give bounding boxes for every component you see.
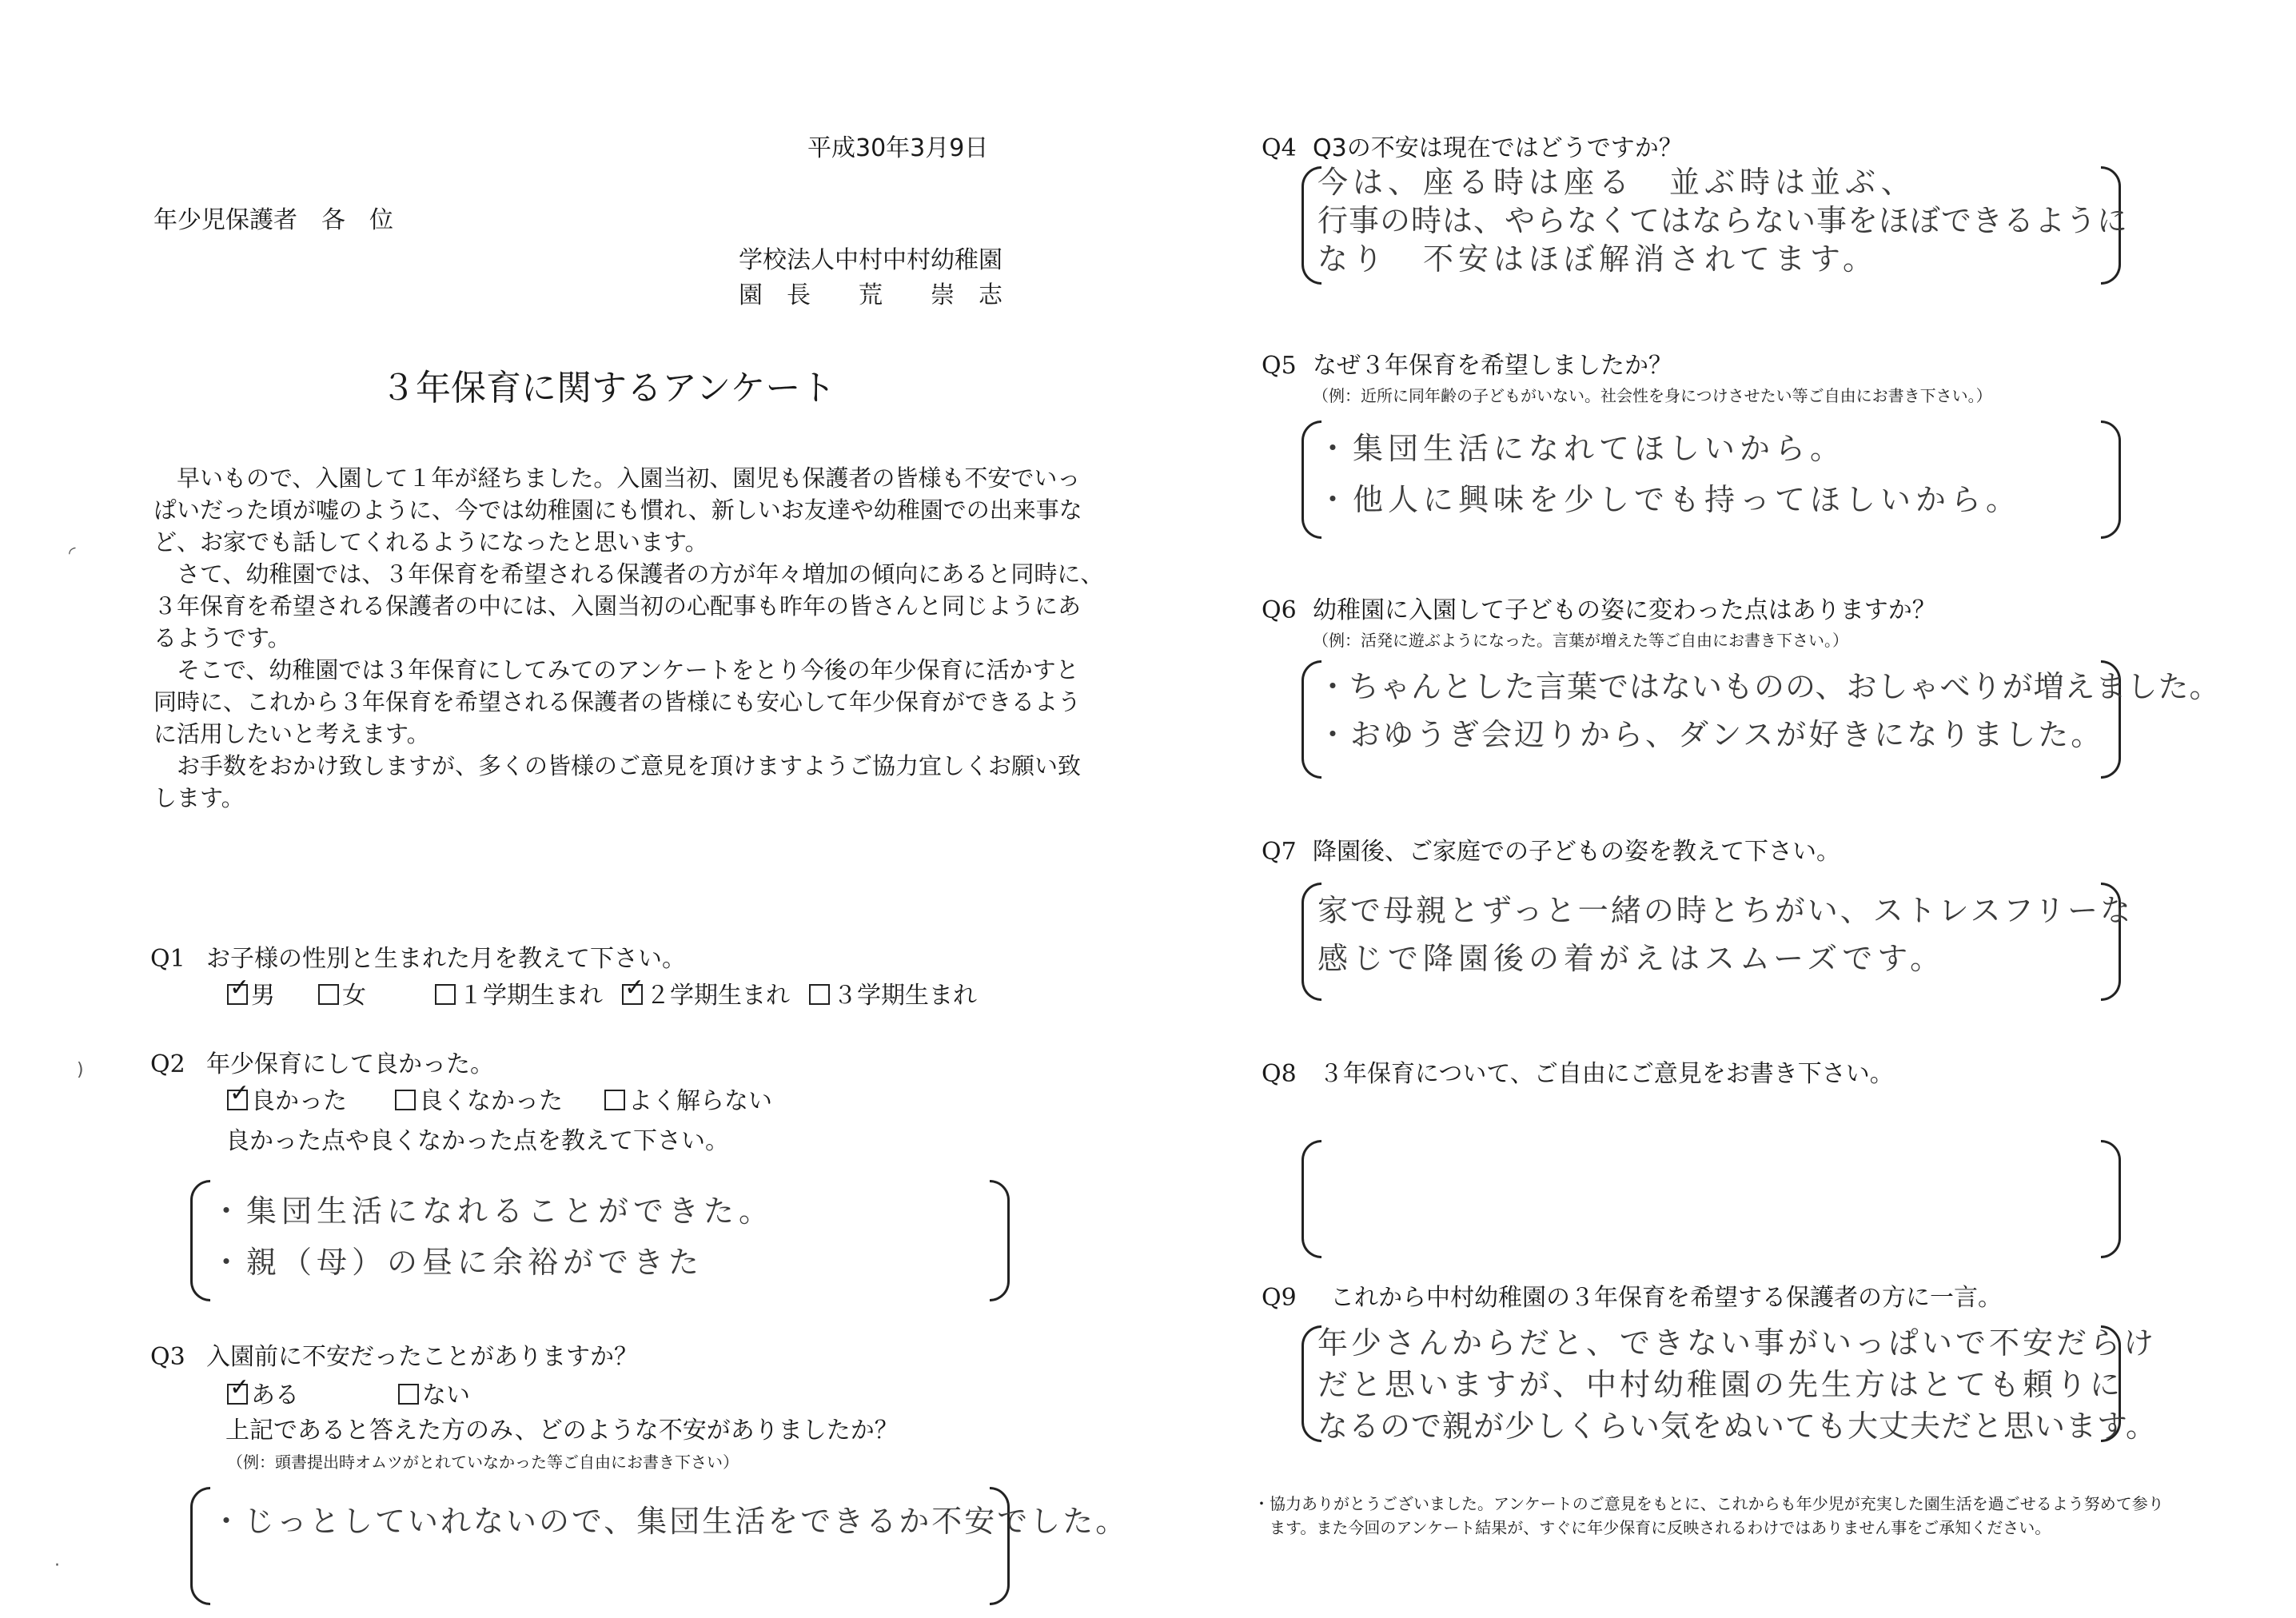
scan-mark: ◜ xyxy=(69,544,76,564)
q1-option-term3[interactable]: ３学期生まれ xyxy=(809,980,977,1012)
q8-answer-bracket-right xyxy=(2101,1140,2121,1258)
q3-subquestion: 上記であると答えた方のみ、どのような不安がありましたか？ xyxy=(225,1417,899,1445)
intro-line: 早いもので、入園して１年が経ちました。入園当初、園児も保護者の皆様も不安でいっ xyxy=(153,464,1081,492)
handwritten-line: 行事の時は、やらなくてはならない事をほぼできるように xyxy=(1317,203,2129,238)
q6-answer[interactable] xyxy=(1317,665,2220,756)
handwritten-line: ・集団生活になれることができた。 xyxy=(211,1194,775,1229)
q1-number: Q1 xyxy=(150,945,185,973)
q3-option-no[interactable]: ない xyxy=(398,1380,470,1412)
q2-answer-bracket-left xyxy=(190,1180,210,1301)
scan-mark: ) xyxy=(77,1060,84,1080)
q7-question: 降園後、ご家庭での子どもの姿を教えて下さい。 xyxy=(1313,838,1840,866)
q2-answer-bracket-right xyxy=(990,1180,1010,1301)
handwritten-line: 年少さんからだと、できない事がいっぱいで不安だらけ xyxy=(1317,1325,2158,1361)
handwritten-line: ・親（母）の昼に余裕ができた xyxy=(211,1245,704,1280)
intro-line: に活用したいと考えます。 xyxy=(153,720,430,747)
checkbox-icon xyxy=(435,984,456,1005)
sender-organization: 学校法人中村中村幼稚園 xyxy=(739,246,1003,274)
handwritten-line: 家で母親とずっと一緒の時とちがい、ストレスフリーな xyxy=(1317,893,2134,928)
q1-option-male[interactable]: ✓男 xyxy=(227,980,275,1012)
q2-option-good[interactable]: ✓良かった xyxy=(227,1086,347,1118)
q7-number: Q7 xyxy=(1262,838,1297,866)
q3-answer[interactable] xyxy=(211,1500,1128,1543)
handwritten-line: ・おゆうぎ会辺りから、ダンスが好きになりました。 xyxy=(1317,717,2104,752)
intro-line: お手数をおかけ致しますが、多くの皆様のご意見を頂けますようご協力宜しくお願い致 xyxy=(153,752,1082,779)
q3-question: 入園前に不安だったことがありますか？ xyxy=(206,1343,638,1371)
handwritten-line: なるので親が少しくらい気をぬいても大丈夫だと思います。 xyxy=(1317,1409,2157,1444)
q3-answer-bracket-left xyxy=(190,1487,210,1605)
checkbox-icon xyxy=(395,1090,416,1110)
q3-option-yes[interactable]: ✓ある xyxy=(227,1380,299,1412)
intro-line: します。 xyxy=(153,784,245,811)
intro-line: ど、お家でも話してくれるようになったと思います。 xyxy=(153,528,708,556)
q5-number: Q5 xyxy=(1262,352,1297,380)
intro-line: ぱいだった頃が嘘のように、今では幼稚園にも慣れ、新しいお友達や幼稚園での出来事な xyxy=(153,496,1082,524)
q2-answer[interactable] xyxy=(211,1190,774,1284)
q2-question: 年少保育にして良かった。 xyxy=(206,1050,494,1078)
handwritten-line: 感じで降園後の着がえはスムーズです。 xyxy=(1317,941,1946,976)
checkbox-checked-icon xyxy=(227,1384,248,1405)
q2-option-unsure[interactable]: よく解らない xyxy=(604,1086,772,1118)
q1-option-term2[interactable]: ✓ ２学期生まれ xyxy=(622,980,790,1012)
q7-answer[interactable] xyxy=(1317,889,2133,980)
q2-option-not-good[interactable]: 良くなかった xyxy=(395,1086,563,1118)
q3-number: Q3 xyxy=(150,1343,185,1371)
checkbox-checked-icon xyxy=(622,984,643,1005)
intro-line: 同時に、これから３年保育を希望される保護者の皆様にも安心して年少保育ができるよう xyxy=(153,688,1082,715)
document-title: ３年保育に関するアンケート xyxy=(381,368,836,408)
q3-example: （例：頭書提出時オムツがとれていなかった等ご自由にお書き下さい） xyxy=(227,1453,739,1472)
q4-number: Q4 xyxy=(1262,134,1297,162)
document-date: 平成30年3月9日 xyxy=(807,134,989,162)
q5-example: （例：近所に同年齢の子どもがいない。社会性を身につけさせたい等ご自由にお書き下さい。） xyxy=(1313,386,1992,405)
q9-question: これから中村幼稚園の３年保育を希望する保護者の方に一言。 xyxy=(1330,1284,2002,1312)
handwritten-line: だと思いますが、中村幼稚園の先生方はとても頼りに xyxy=(1317,1367,2124,1402)
q5-question: なぜ３年保育を希望しましたか？ xyxy=(1313,352,1672,380)
q2-options xyxy=(227,1086,772,1118)
intro-line: そこで、幼稚園では３年保育にしてみてのアンケートをとり今後の年少保育に活かすと xyxy=(153,656,1079,683)
q5-answer-bracket-right xyxy=(2101,420,2121,539)
intro-line: ３年保育を希望される保護者の中には、入園当初の心配事も昨年の皆さんと同じようにあ xyxy=(153,592,1082,620)
intro-paragraph xyxy=(153,462,1103,814)
q9-answer[interactable] xyxy=(1317,1322,2157,1447)
q3-options xyxy=(227,1380,470,1412)
q8-number: Q8 xyxy=(1262,1060,1297,1088)
handwritten-line: なり 不安はほぼ解消されてます。 xyxy=(1317,241,1878,277)
handwritten-line: 今は、座る時は座る 並ぶ時は並ぶ、 xyxy=(1317,165,1916,200)
q4-question: Q3の不安は現在ではどうですか？ xyxy=(1313,134,1683,162)
footer-line: ます。また今回のアンケート結果が、すぐに年少保育に反映されるわけではありません事をご承知ください。 xyxy=(1254,1518,2051,1537)
checkbox-icon xyxy=(398,1384,419,1405)
intro-line: るようです。 xyxy=(153,624,291,652)
q6-example: （例：活発に遊ぶようになった。言葉が増えた等ご自由にお書き下さい。） xyxy=(1313,631,1848,650)
q1-options xyxy=(227,980,977,1012)
q6-number: Q6 xyxy=(1262,596,1297,624)
q8-question: ３年保育について、ご自由にご意見をお書き下さい。 xyxy=(1319,1060,1894,1088)
q4-answer[interactable] xyxy=(1317,163,2128,278)
q2-subquestion: 良かった点や良くなかった点を教えて下さい。 xyxy=(225,1127,729,1155)
q1-question: お子様の性別と生まれた月を教えて下さい。 xyxy=(206,945,686,973)
q1-option-female[interactable]: 女 xyxy=(318,980,366,1012)
q2-number: Q2 xyxy=(150,1050,185,1078)
checkbox-icon xyxy=(318,984,339,1005)
addressee: 年少児保護者 各 位 xyxy=(153,206,393,234)
handwritten-line: ・他人に興味を少しでも持ってほしいから。 xyxy=(1317,482,2022,517)
q5-answer[interactable] xyxy=(1317,427,2021,521)
scan-mark: · xyxy=(54,1556,60,1576)
checkbox-checked-icon xyxy=(227,984,248,1005)
q6-question: 幼稚園に入園して子どもの姿に変わった点はありますか？ xyxy=(1313,596,1936,624)
checkbox-icon xyxy=(809,984,830,1005)
checkbox-icon xyxy=(604,1090,625,1110)
handwritten-line: ・じっとしていれないので、集団生活をできるか不安でした。 xyxy=(211,1504,1129,1539)
intro-line: さて、幼稚園では、３年保育を希望される保護者の方が年々増加の傾向にあると同時に、 xyxy=(153,560,1104,588)
handwritten-line: ・集団生活になれてほしいから。 xyxy=(1317,431,1846,466)
sender-principal: 園 長 荒 崇 志 xyxy=(739,281,1003,309)
footer-line: ・協力ありがとうございました。アンケートのご意見をもとに、これからも年少児が充実した園生活を過ごせるよう努めて参り xyxy=(1254,1494,2164,1513)
handwritten-line: ・ちゃんとした言葉ではないものの、おしゃべりが増えました。 xyxy=(1317,669,2221,704)
checkbox-checked-icon xyxy=(227,1090,248,1110)
q8-answer-area[interactable] xyxy=(1319,1140,2095,1253)
footer-note xyxy=(1254,1492,2164,1540)
q1-option-term1[interactable]: １学期生まれ xyxy=(435,980,603,1012)
q9-number: Q9 xyxy=(1262,1284,1297,1312)
